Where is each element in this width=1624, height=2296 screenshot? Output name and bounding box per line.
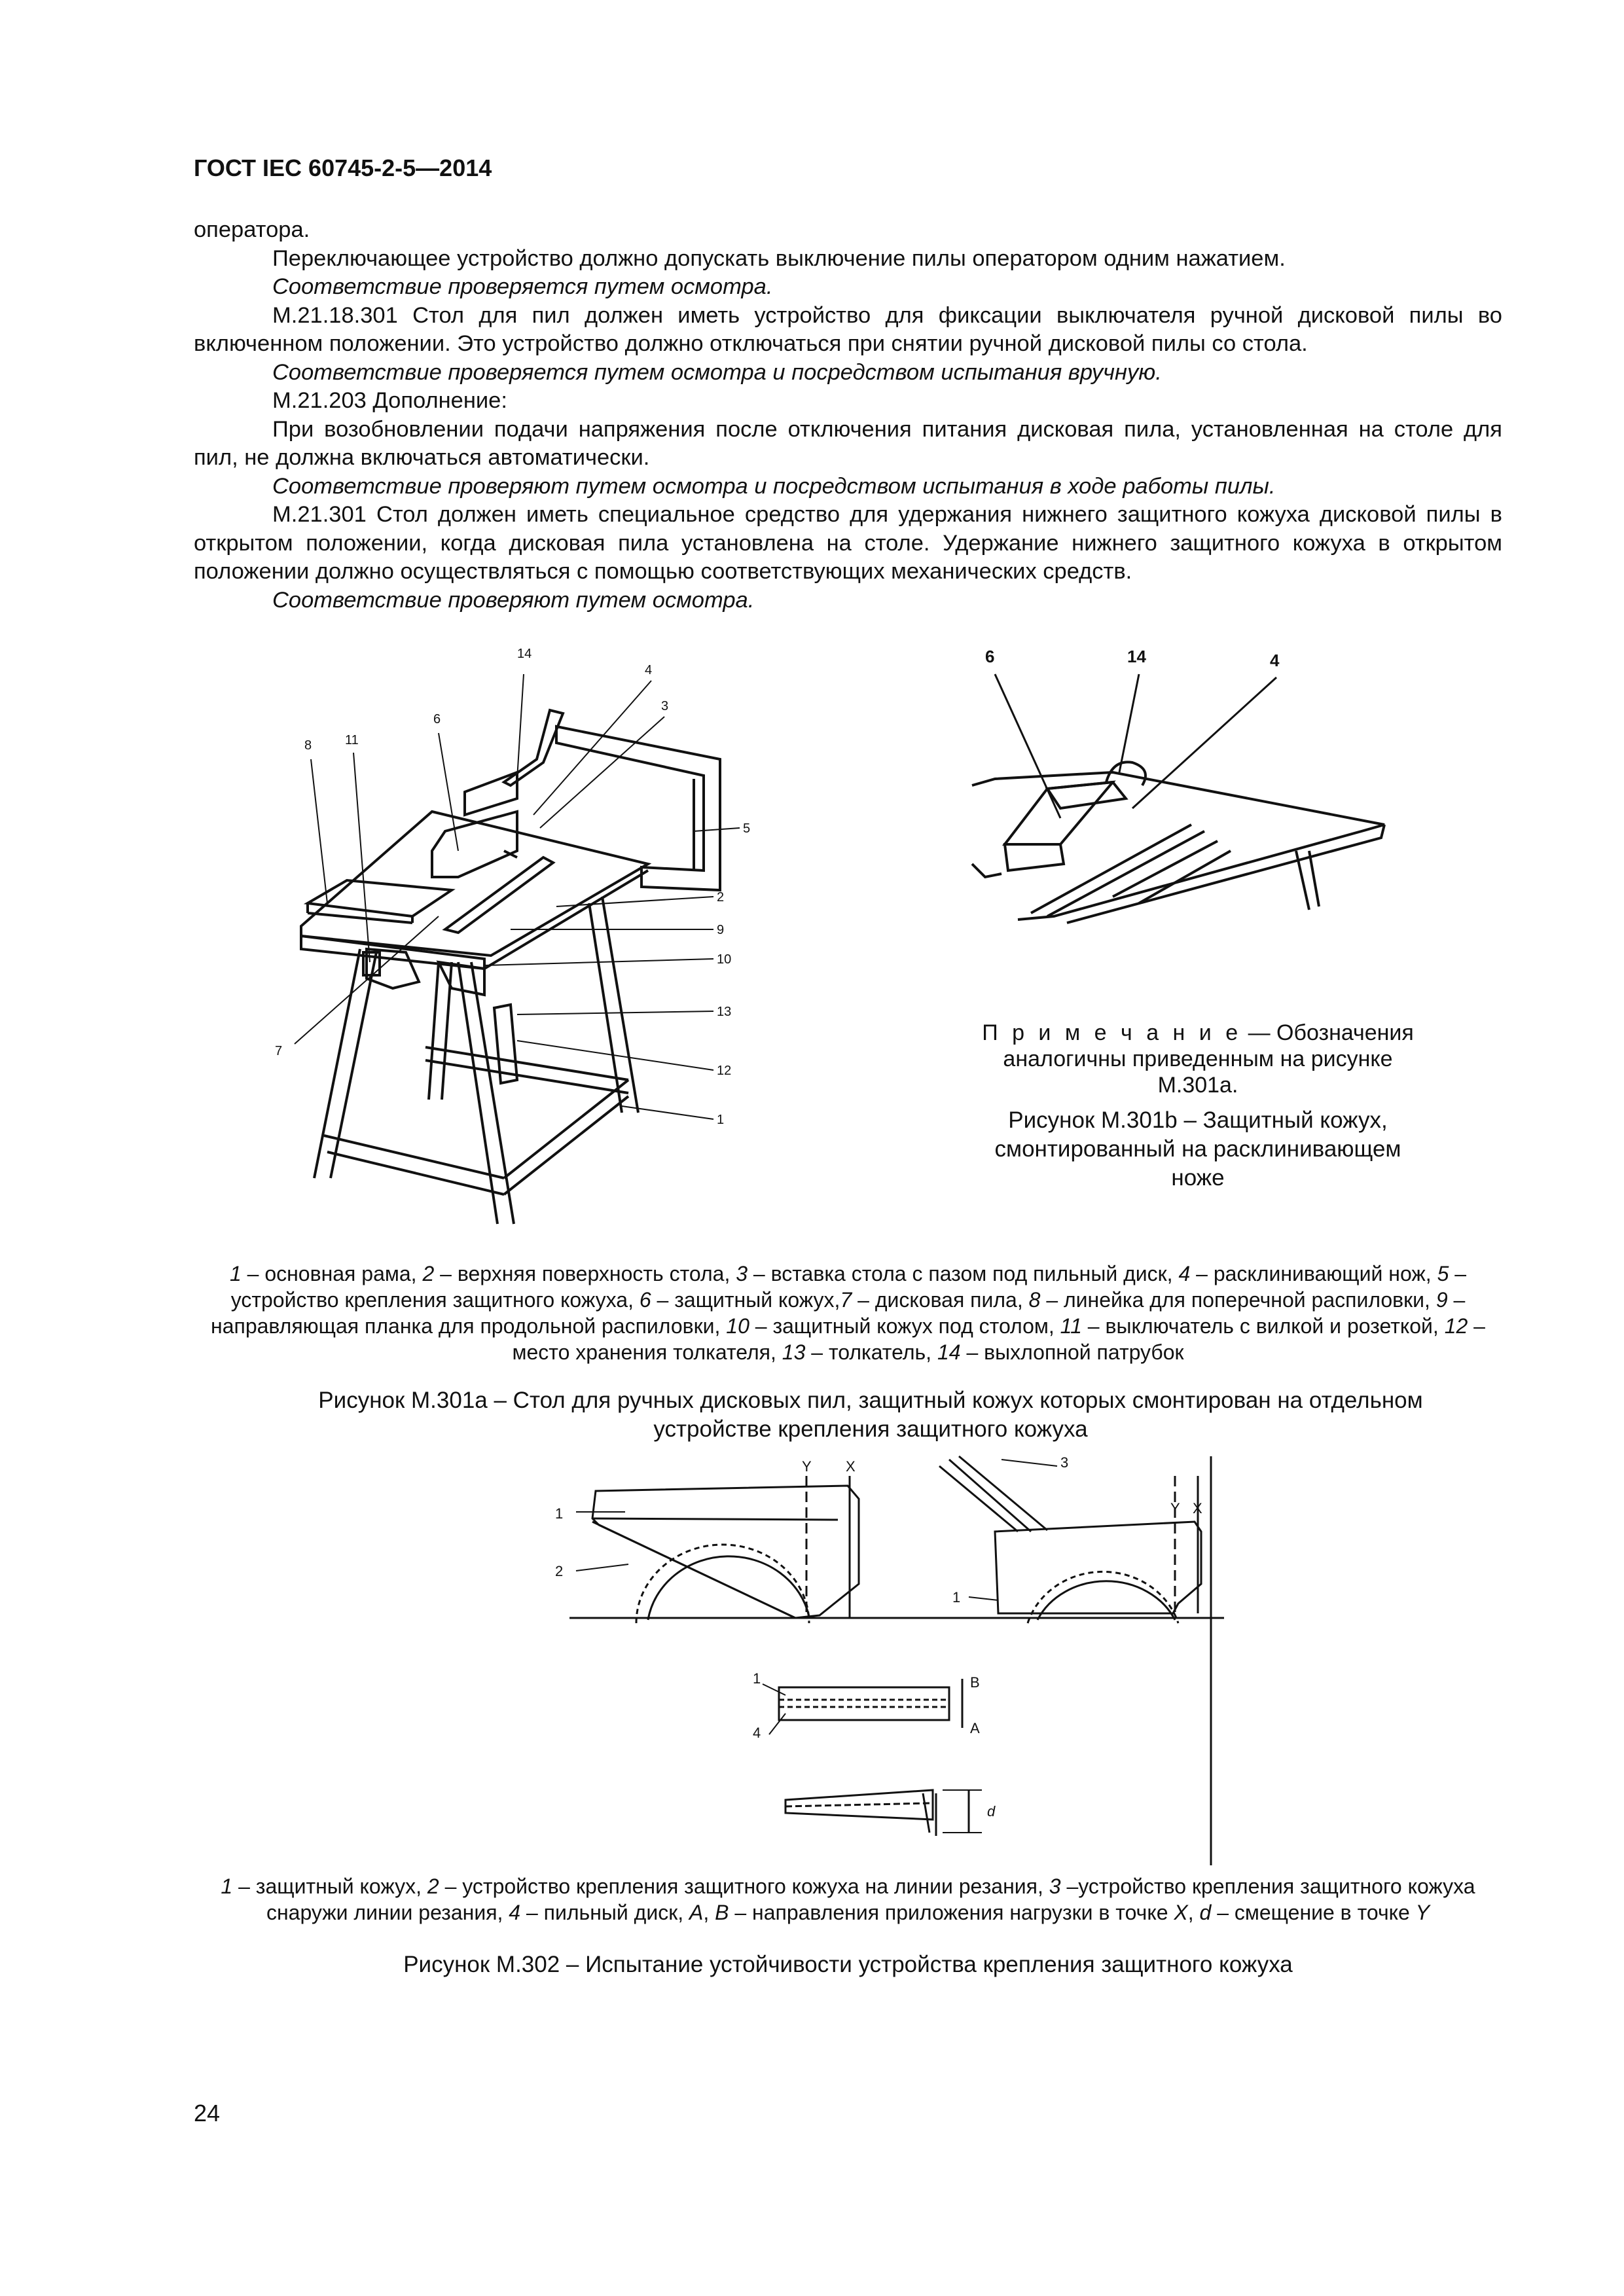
callout-label: X xyxy=(1193,1500,1202,1516)
callout-label: 10 xyxy=(717,952,732,967)
paragraph: Соответствие проверяют путем осмотра. xyxy=(272,587,755,613)
figure-302-caption: Рисунок М.302 – Испытание устойчивости устройства крепления защитного кожуха xyxy=(403,1952,1293,1977)
legend-entry: 4 – расклинивающий нож, xyxy=(1178,1262,1437,1285)
legend-entry: 14 – выхлопной патрубок xyxy=(937,1340,1184,1364)
legend-entry: B – направления приложения нагрузки в точке xyxy=(715,1901,1174,1924)
callout-label: 13 xyxy=(717,1005,732,1019)
callout-label: 4 xyxy=(645,663,653,677)
callout-label: 1 xyxy=(555,1505,564,1522)
body-text xyxy=(194,216,1502,615)
callout-label: 14 xyxy=(517,647,532,661)
guard-on-riving-knife-drawing xyxy=(962,641,1394,929)
document-header: ГОСТ IEC 60745-2-5—2014 xyxy=(194,154,492,181)
legend-entry: 8 – линейка для поперечной распиловки, xyxy=(1028,1288,1436,1312)
callout-label: 4 xyxy=(753,1725,761,1741)
callout-label: 2 xyxy=(717,890,725,905)
legend-entry: 12 – место хранения толкателя, xyxy=(512,1314,1485,1364)
figure-301b-note xyxy=(969,1020,1427,1193)
paragraph: Соответствие проверяют путем осмотра и посредством испытания в ходе работы пилы. xyxy=(272,473,1276,499)
callout-label: d xyxy=(987,1803,996,1820)
note-text xyxy=(969,1020,1427,1098)
legend-entry: d – смещение в точке xyxy=(1199,1901,1416,1924)
paragraph: М.21.18.301 Стол для пил должен иметь устройство для фиксации выключателя ручной дисковой пилы во включенном положении. Это устройство должно отключаться при снятии ручной дисковой пилы со стола. xyxy=(194,302,1502,356)
legend-entry: 10 – защитный кожух под столом, xyxy=(726,1314,1060,1338)
paragraph: Соответствие проверяется путем осмотра и посредством испытания вручную. xyxy=(272,359,1162,385)
callout-label: 6 xyxy=(433,712,441,726)
callout-label: A xyxy=(970,1720,980,1736)
note-label: П р и м е ч а н и е xyxy=(982,1020,1242,1045)
saw-table-drawing xyxy=(249,628,785,1244)
paragraph: М.21.203 Дополнение: xyxy=(272,388,507,413)
callout-label: 11 xyxy=(345,733,359,747)
note-body: — Обозначения аналогичны приведенным на рисунке М.301а. xyxy=(1003,1020,1414,1098)
figure-301a-legend xyxy=(194,1261,1502,1365)
paragraph: Переключающее устройство должно допускать выключение пилы оператором одним нажатием. xyxy=(272,245,1286,271)
legend-entry: A, xyxy=(689,1901,715,1924)
callout-label: 8 xyxy=(304,738,312,753)
figure-301b-caption: Рисунок М.301b – Защитный кожух, смонтированный на расклинивающем ноже xyxy=(994,1107,1401,1191)
legend-entry: 9 – направляющая планка для продольной распиловки, xyxy=(211,1288,1466,1338)
callout-label: 2 xyxy=(555,1563,564,1579)
legend-entry: 1 – защитный кожух, xyxy=(221,1874,427,1898)
callout-label: 6 xyxy=(985,647,995,666)
legend-entry: 3 –устройство крепления защитного кожуха снаружи линии резания, xyxy=(266,1874,1475,1924)
legend-entry: 3 – вставка стола с пазом под пильный диск, xyxy=(736,1262,1179,1285)
callout-label: 1 xyxy=(952,1589,961,1605)
legend-entry: 2 – верхняя поверхность стола, xyxy=(422,1262,736,1285)
legend-entry: Y xyxy=(1415,1901,1430,1924)
paragraph: При возобновлении подачи напряжения после отключения питания дисковая пила, установленная на столе для пил, не должна включаться автоматически. xyxy=(194,416,1502,470)
callout-label: 7 xyxy=(275,1044,283,1058)
legend-entry: 5 – устройство крепления защитного кожуха, xyxy=(230,1262,1467,1312)
legend-entry: 13 – толкатель, xyxy=(782,1340,937,1364)
legend-entry: 7 – дисковая пила, xyxy=(840,1288,1029,1312)
figure-301a-caption: Рисунок М.301а – Стол для ручных дисковых пил, защитный кожух которых смонтирован на отдельном устройстве крепления защитного кожуха xyxy=(318,1388,1423,1442)
page-number: 24 xyxy=(194,2100,221,2126)
callout-label: Y xyxy=(1170,1500,1180,1516)
paragraph: М.21.301 Стол должен иметь специальное средство для удержания нижнего защитного кожуха дисковой пилы в открытом положении, когда дисковая пила установлена на столе. Удержание нижнего защитного кожуха в открытом положении должно осуществляться с помощью соответствующих механических средств. xyxy=(194,502,1502,584)
legend-entry: 6 – защитный кожух, xyxy=(639,1288,840,1312)
callout-label: 3 xyxy=(1060,1454,1069,1471)
callout-label: X xyxy=(846,1458,856,1475)
callout-label: 12 xyxy=(717,1064,732,1078)
callout-label: 9 xyxy=(717,923,725,937)
legend-entry: 11 – выключатель с вилкой и розеткой, xyxy=(1060,1314,1445,1338)
paragraph: оператора. xyxy=(194,217,310,242)
legend-entry: 2 – устройство крепления защитного кожуха на линии резания, xyxy=(427,1874,1049,1898)
callout-label: 1 xyxy=(753,1670,761,1687)
callout-label: 3 xyxy=(661,699,669,713)
guard-stability-test-drawing xyxy=(550,1453,1244,1872)
paragraph: Соответствие проверяется путем осмотра. xyxy=(272,274,773,299)
legend-entry: 4 – пильный диск, xyxy=(509,1901,689,1924)
callout-label: 5 xyxy=(743,821,751,836)
callout-label: 1 xyxy=(717,1113,725,1127)
figure-302-legend xyxy=(194,1873,1502,1926)
callout-label: B xyxy=(970,1674,980,1691)
callout-label: 4 xyxy=(1270,651,1280,670)
legend-entry: X, xyxy=(1174,1901,1200,1924)
callout-label: Y xyxy=(802,1458,812,1475)
legend-entry: 1 – основная рама, xyxy=(229,1262,423,1285)
callout-label: 14 xyxy=(1127,647,1146,666)
